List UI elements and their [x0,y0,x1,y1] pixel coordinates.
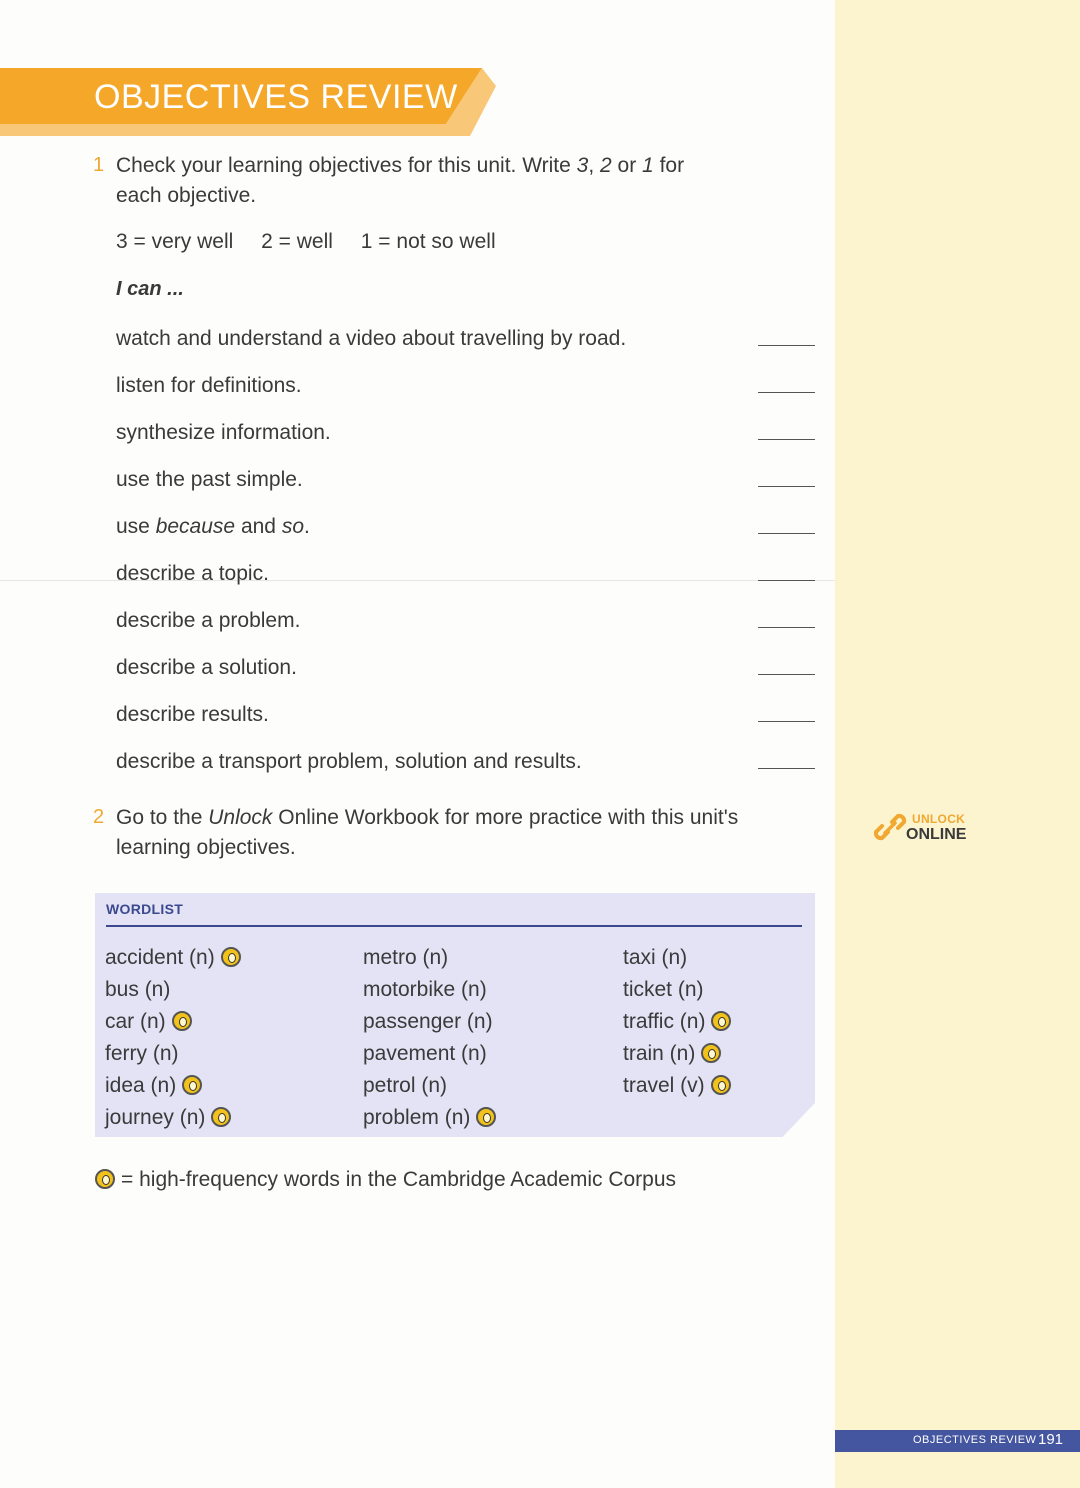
wordlist-item: taxi (n) [623,946,688,969]
step-2-instruction: Go to the Unlock Online Workbook for more practice with this unit's [116,806,739,829]
step-2-number: 2 [93,806,105,828]
wordlist-item: train (n) [623,1038,731,1070]
scale-3: 3 = very well [116,230,234,253]
objective-answer-line[interactable] [758,345,815,346]
objective-answer-line[interactable] [758,439,815,440]
objective-answer-line[interactable] [758,768,815,769]
high-frequency-icon [211,1107,231,1127]
objective-answer-line[interactable] [758,580,815,581]
objective-answer-line[interactable] [758,533,815,534]
link-icon [874,812,908,844]
objective-item: describe a solution. [116,656,297,679]
wordlist-column-1 [105,942,241,1134]
objective-item: synthesize information. [116,421,331,444]
wordlist-item: journey (n) [105,1102,241,1134]
wordlist-item: accident (n) [105,942,241,974]
unlock-logo-top: UNLOCK [912,812,966,826]
wordlist-item: ferry (n) [105,1042,179,1065]
step-1-number: 1 [93,154,105,176]
wordlist-item: travel (v) [623,1070,731,1102]
wordlist-column-2 [363,942,496,1134]
wordlist-item: problem (n) [363,1102,496,1134]
high-frequency-icon [221,947,241,967]
objective-item: use the past simple. [116,468,303,491]
wordlist-item: bus (n) [105,978,171,1001]
objective-answer-line[interactable] [758,486,815,487]
objective-item: use because and so. [116,515,310,538]
high-frequency-icon [182,1075,202,1095]
wordlist-item: ticket (n) [623,978,704,1001]
wordlist-divider [106,925,802,927]
wordlist-item: car (n) [105,1006,241,1038]
objective-item: listen for definitions. [116,374,302,397]
high-frequency-icon [701,1043,721,1063]
scale-2: 2 = well [261,230,333,253]
high-frequency-legend: = high-frequency words in the Cambridge Academic Corpus [95,1168,676,1192]
high-frequency-icon [711,1011,731,1031]
objective-answer-line[interactable] [758,674,815,675]
wordlist-column-3 [623,942,731,1102]
objective-item: describe a transport problem, solution and results. [116,750,582,773]
wordlist-item: passenger (n) [363,1010,493,1033]
side-panel [835,0,1080,1488]
high-frequency-icon [711,1075,731,1095]
objective-answer-line[interactable] [758,627,815,628]
objective-item: describe a topic. [116,562,269,585]
wordlist-item: pavement (n) [363,1042,487,1065]
wordlist-item: traffic (n) [623,1006,731,1038]
page-title: OBJECTIVES REVIEW [94,78,458,116]
unlock-online-logo[interactable] [874,810,974,850]
objective-answer-line[interactable] [758,392,815,393]
wordlist-item: idea (n) [105,1070,241,1102]
objective-item: describe results. [116,703,269,726]
i-can-heading: I can ... [116,278,184,300]
unlock-logo-bottom: ONLINE [906,826,967,843]
page-number: 191 [1038,1431,1064,1448]
wordlist-item: motorbike (n) [363,978,487,1001]
objective-item: describe a problem. [116,609,301,632]
wordlist-title: WORDLIST [106,901,184,917]
wordlist-item: petrol (n) [363,1074,448,1097]
objective-answer-line[interactable] [758,721,815,722]
wordlist-item: metro (n) [363,946,449,969]
step-1-instruction: Check your learning objectives for this unit. Write 3, 2 or 1 for [116,154,685,177]
high-frequency-icon [476,1107,496,1127]
step-1-instruction-line2: each objective. [116,184,257,207]
rating-scale [116,230,518,254]
footer-section-label: OBJECTIVES REVIEW [913,1434,1037,1446]
objective-item: watch and understand a video about travelling by road. [116,327,627,350]
high-frequency-icon [95,1169,115,1189]
scale-1: 1 = not so well [360,230,496,253]
high-frequency-icon [172,1011,192,1031]
step-2-instruction-line2: learning objectives. [116,836,296,859]
